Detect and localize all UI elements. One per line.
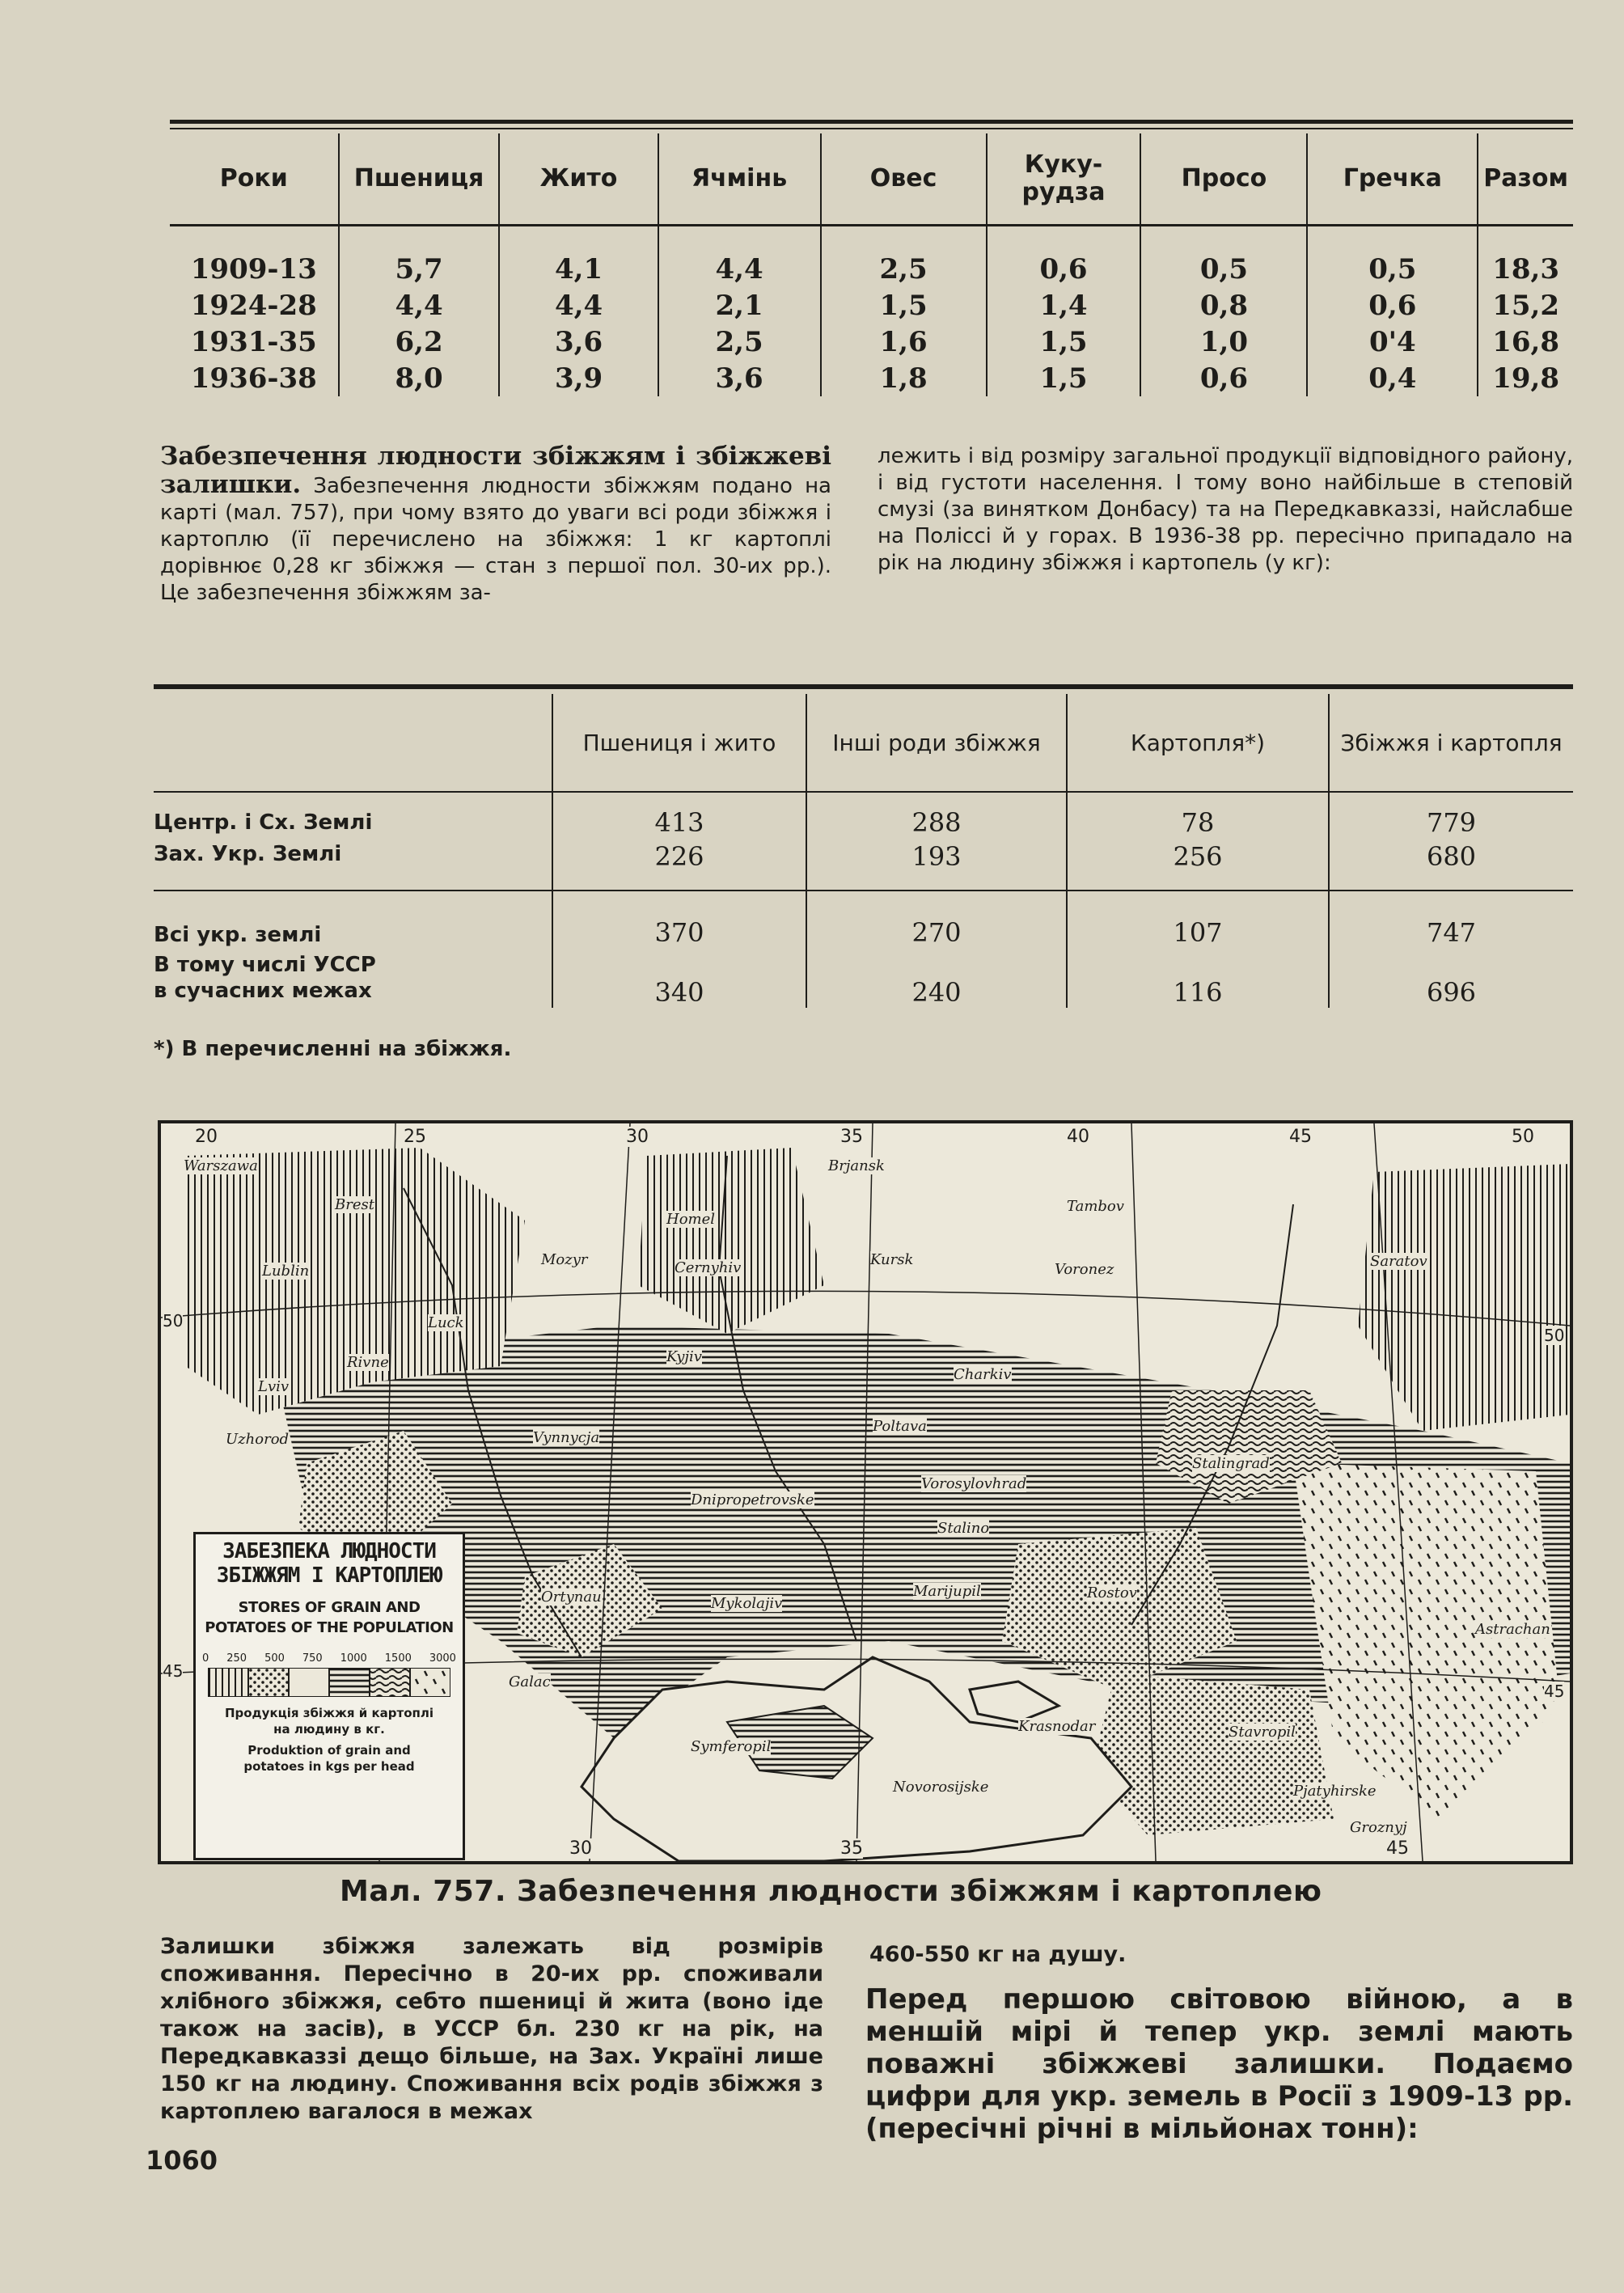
- table-cell: 696: [1329, 948, 1573, 1008]
- table1-top-rule: [170, 120, 1573, 124]
- table-cell: 1924-28: [190, 289, 317, 322]
- city-label: Dnipropetrovske: [691, 1491, 814, 1508]
- scale-label: 750: [302, 1652, 323, 1665]
- map-tick-label: 35: [840, 1838, 863, 1859]
- table-cell: 0,4: [1307, 360, 1478, 396]
- scale-label: 500: [264, 1652, 285, 1665]
- map-tick-label: 45: [163, 1661, 184, 1681]
- paragraph-text: Перед першою світовою війною, а в меншій мірі й тепер укр. землі мають поважні збіжжеві залишки. Подаємо цифри для укр. земель в Росії з 1909-13 рр. (пересічні річні в мільйонах тонн):: [865, 1983, 1573, 2145]
- paragraph-left: [160, 443, 831, 607]
- paragraph-heading: Забезпечення людности збіжжям і збіжжеві залишки.: [160, 442, 831, 499]
- table-cell: 3,9: [499, 360, 658, 396]
- table-cell: 288: [806, 792, 1067, 841]
- paragraph-right-top: [869, 1941, 1573, 1969]
- city-label: Mykolajiv: [711, 1595, 783, 1612]
- table-cell: 2,5: [658, 324, 821, 360]
- table1-top-rule-thin: [170, 128, 1573, 129]
- legend-title-en: [196, 1597, 463, 1638]
- city-label: Galac: [509, 1673, 551, 1690]
- map-tick-label: 20: [195, 1127, 218, 1147]
- column-header: Куку-рудза: [987, 133, 1141, 226]
- legend-note-line: Produktion of grain and: [247, 1743, 411, 1758]
- map-tick-label: 25: [404, 1127, 426, 1147]
- table-cell: 240: [806, 948, 1067, 1008]
- legend-title-line: ЗБІЖЖЯМ І КАРТОПЛЕЮ: [216, 1563, 442, 1588]
- city-label: Krasnodar: [1018, 1718, 1096, 1735]
- table-cell: 4,4: [339, 287, 500, 324]
- table-cell: 4,4: [499, 287, 658, 324]
- map-tick-label: 50: [1544, 1326, 1565, 1345]
- table-header-row: [154, 694, 1573, 792]
- city-label: Ortynau: [541, 1589, 602, 1606]
- table-row: [170, 287, 1573, 324]
- table-cell: 6,2: [339, 324, 500, 360]
- legend-swatches: [208, 1668, 450, 1697]
- map-tick-label: 45: [1544, 1682, 1565, 1701]
- table-row: [154, 841, 1573, 891]
- city-label: Groznyj: [1350, 1819, 1407, 1836]
- map-tick-label: 30: [569, 1838, 592, 1859]
- column-header: Разом: [1478, 133, 1573, 226]
- city-label: Luck: [428, 1314, 464, 1331]
- table-cell: 18,3: [1478, 226, 1573, 288]
- legend-title-line: STORES OF GRAIN AND: [238, 1599, 421, 1616]
- row-label: Зах. Укр. Землі: [154, 842, 342, 866]
- legend-note-line: potatoes in kgs per head: [243, 1759, 415, 1774]
- row-label: В тому числі УССР в сучасних межах: [154, 953, 376, 1003]
- table-header-row: [170, 133, 1573, 226]
- table-cell: 413: [552, 792, 806, 841]
- map-tick-label: 50: [163, 1311, 184, 1331]
- table-cell: 0,5: [1307, 226, 1478, 288]
- table2-top-rule: [154, 684, 1573, 689]
- table-row: [170, 360, 1573, 396]
- column-header: Гречка: [1307, 133, 1478, 226]
- table-cell: 16,8: [1478, 324, 1573, 360]
- table-cell: 4,1: [499, 226, 658, 288]
- page-number: 1060: [146, 2145, 218, 2176]
- map-tick-label: 50: [1512, 1127, 1534, 1147]
- legend-title-line: ЗАБЕЗПЕКА ЛЮДНОСТИ: [222, 1539, 436, 1563]
- city-label: Poltava: [873, 1418, 927, 1435]
- legend-note-line: на людину в кг.: [273, 1722, 385, 1737]
- column-header: Збіжжя і картопля: [1329, 694, 1573, 792]
- city-label: Kyjiv: [666, 1348, 702, 1365]
- city-label: Vynnycja: [533, 1429, 600, 1446]
- city-label: Stalingrad: [1192, 1455, 1270, 1472]
- paragraph-right: [878, 443, 1573, 577]
- scale-label: 1500: [384, 1652, 412, 1665]
- table-cell: 78: [1067, 792, 1329, 841]
- legend-note: [196, 1705, 463, 1775]
- table-cell: 340: [552, 948, 806, 1008]
- table-cell: 1,0: [1140, 324, 1307, 360]
- map-legend: [193, 1532, 465, 1860]
- map-tick-label: 40: [1067, 1127, 1089, 1147]
- scale-label: 1000: [340, 1652, 367, 1665]
- scale-label: 0: [202, 1652, 209, 1665]
- column-header: Роки: [170, 133, 339, 226]
- table-cell: 8,0: [339, 360, 500, 396]
- table-cell: 779: [1329, 792, 1573, 841]
- column-header: [154, 694, 552, 792]
- legend-title-line: POTATOES OF THE POPULATION: [205, 1619, 454, 1636]
- legend-scale-labels: [196, 1652, 463, 1665]
- table-cell: 1,6: [821, 324, 987, 360]
- paragraph-text: лежить і від розміру загальної продукції відповідного району, і від густоти населення. І тому воно найбільше в степовій смузі (за винятком Донбасу) та на Передкавказзі, найслабше на Поліссі й у горах. В 1936-38 рр. пересічно припадало на рік на людину збіжжя і картопель (у кг):: [878, 444, 1573, 575]
- map-tick-label: 30: [626, 1127, 649, 1147]
- figure-caption: Мал. 757. Забезпечення людности збіжжям і картоплею: [340, 1875, 1322, 1908]
- city-label: Brest: [335, 1196, 374, 1213]
- table-cell: 0,8: [1140, 287, 1307, 324]
- table-cell: 1936-38: [190, 362, 317, 395]
- table-cell: 370: [552, 891, 806, 948]
- grain-supply-table: [154, 694, 1573, 1008]
- city-label: Homel: [666, 1211, 716, 1228]
- scale-label: 3000: [429, 1652, 456, 1665]
- table-footnote: *) В перечисленні на збіжжя.: [154, 1037, 512, 1061]
- city-label: Lublin: [262, 1263, 310, 1280]
- column-header: Інші роди збіжжя: [806, 694, 1067, 792]
- city-label: Brjansk: [828, 1157, 885, 1174]
- table-cell: 3,6: [499, 324, 658, 360]
- table-cell: 2,1: [658, 287, 821, 324]
- city-label: Uzhorod: [226, 1431, 290, 1448]
- city-label: Saratov: [1370, 1253, 1427, 1270]
- paragraph-text: Забезпечення людности збіжжям подано на карті (мал. 757), при чому взято до уваги всі роди збіжжя і картоплю (її перечислено на збіжжя: 1 кг картоплі дорівнює 0,28 кг збіжжя — стан з першої пол. 30-их рр.). Це забезпечення збіжжям за-: [160, 474, 831, 605]
- table-row: [170, 324, 1573, 360]
- city-label: Cernyhiv: [675, 1259, 742, 1276]
- table-row: [154, 948, 1573, 1008]
- legend-note-line: Продукція збіжжя й картоплі: [224, 1706, 434, 1720]
- column-header: Пшениця і жито: [552, 694, 806, 792]
- paragraph-text: Залишки збіжжя залежать від розмірів споживання. Пересічно в 20-их рр. споживали хлібного збіжжя, себто пшениці й жита (воно іде також на засів), в УССР бл. 230 кг на рік, на Передкавказзі дещо більше, на Зах. Україні лише 150 кг на людину. Споживання всіх родів збіжжя з картоплею вагалося в межах: [160, 1934, 823, 2124]
- column-header: Жито: [499, 133, 658, 226]
- city-label: Kursk: [870, 1251, 914, 1268]
- city-label: Rostov: [1087, 1584, 1137, 1601]
- table-cell: 0,5: [1140, 226, 1307, 288]
- table-cell: 0,6: [1140, 360, 1307, 396]
- table-cell: 15,2: [1478, 287, 1573, 324]
- map-tick-label: 45: [1289, 1127, 1312, 1147]
- paragraph-left-bottom: [160, 1933, 823, 2126]
- map-tick-label: 45: [1386, 1838, 1409, 1859]
- city-label: Astrachan: [1475, 1621, 1550, 1638]
- table-cell: 680: [1329, 841, 1573, 891]
- table-cell: 0,6: [1307, 287, 1478, 324]
- table-cell: 0'4: [1307, 324, 1478, 360]
- paragraph-right-bottom: [865, 1983, 1573, 2145]
- column-header: Ячмінь: [658, 133, 821, 226]
- city-label: Stavropil: [1229, 1724, 1296, 1741]
- table-cell: 1909-13: [190, 252, 317, 286]
- table-cell: 747: [1329, 891, 1573, 948]
- table-cell: 116: [1067, 948, 1329, 1008]
- table-cell: 19,8: [1478, 360, 1573, 396]
- table-cell: 107: [1067, 891, 1329, 948]
- city-label: Lviv: [258, 1378, 290, 1395]
- table-cell: 1,5: [987, 360, 1141, 396]
- city-label: Charkiv: [954, 1366, 1012, 1383]
- paragraph-text: 460-550 кг на душу.: [869, 1942, 1127, 1967]
- table-cell: 226: [552, 841, 806, 891]
- city-label: Warszawa: [184, 1157, 258, 1174]
- city-label: Vorosylovhrad: [921, 1475, 1027, 1492]
- city-label: Novorosijske: [893, 1779, 989, 1796]
- grain-supply-map: [158, 1120, 1573, 1864]
- row-label: Центр. і Сх. Землі: [154, 810, 373, 835]
- city-label: Stalino: [937, 1520, 990, 1537]
- column-header: Пшениця: [339, 133, 500, 226]
- table-cell: 256: [1067, 841, 1329, 891]
- table-cell: 1,5: [821, 287, 987, 324]
- column-header: Картопля*): [1067, 694, 1329, 792]
- scale-label: 250: [226, 1652, 247, 1665]
- city-label: Voronez: [1055, 1261, 1114, 1278]
- column-header: Овес: [821, 133, 987, 226]
- table-cell: 4,4: [658, 226, 821, 288]
- city-label: Mozyr: [541, 1251, 588, 1268]
- table-cell: 1,5: [987, 324, 1141, 360]
- table-cell: 1,4: [987, 287, 1141, 324]
- city-label: Tambov: [1067, 1198, 1124, 1215]
- table-cell: 2,5: [821, 226, 987, 288]
- table-row: [154, 891, 1573, 948]
- row-label: Всі укр. землі: [154, 891, 552, 948]
- table-cell: 270: [806, 891, 1067, 948]
- legend-title-ua: [196, 1539, 463, 1588]
- table-row: [154, 792, 1573, 841]
- table-cell: 0,6: [987, 226, 1141, 288]
- grain-harvest-table: [170, 133, 1573, 396]
- city-label: Symferopil: [691, 1738, 772, 1755]
- city-label: Rivne: [347, 1354, 389, 1371]
- city-label: Pjatyhirske: [1293, 1783, 1377, 1800]
- table-cell: 1931-35: [190, 325, 317, 358]
- table-cell: 3,6: [658, 360, 821, 396]
- table-cell: 5,7: [339, 226, 500, 288]
- table-cell: 1,8: [821, 360, 987, 396]
- map-tick-label: 35: [840, 1127, 863, 1147]
- city-label: Marijupil: [913, 1583, 981, 1600]
- table-cell: 193: [806, 841, 1067, 891]
- table-row: [170, 226, 1573, 288]
- column-header: Просо: [1140, 133, 1307, 226]
